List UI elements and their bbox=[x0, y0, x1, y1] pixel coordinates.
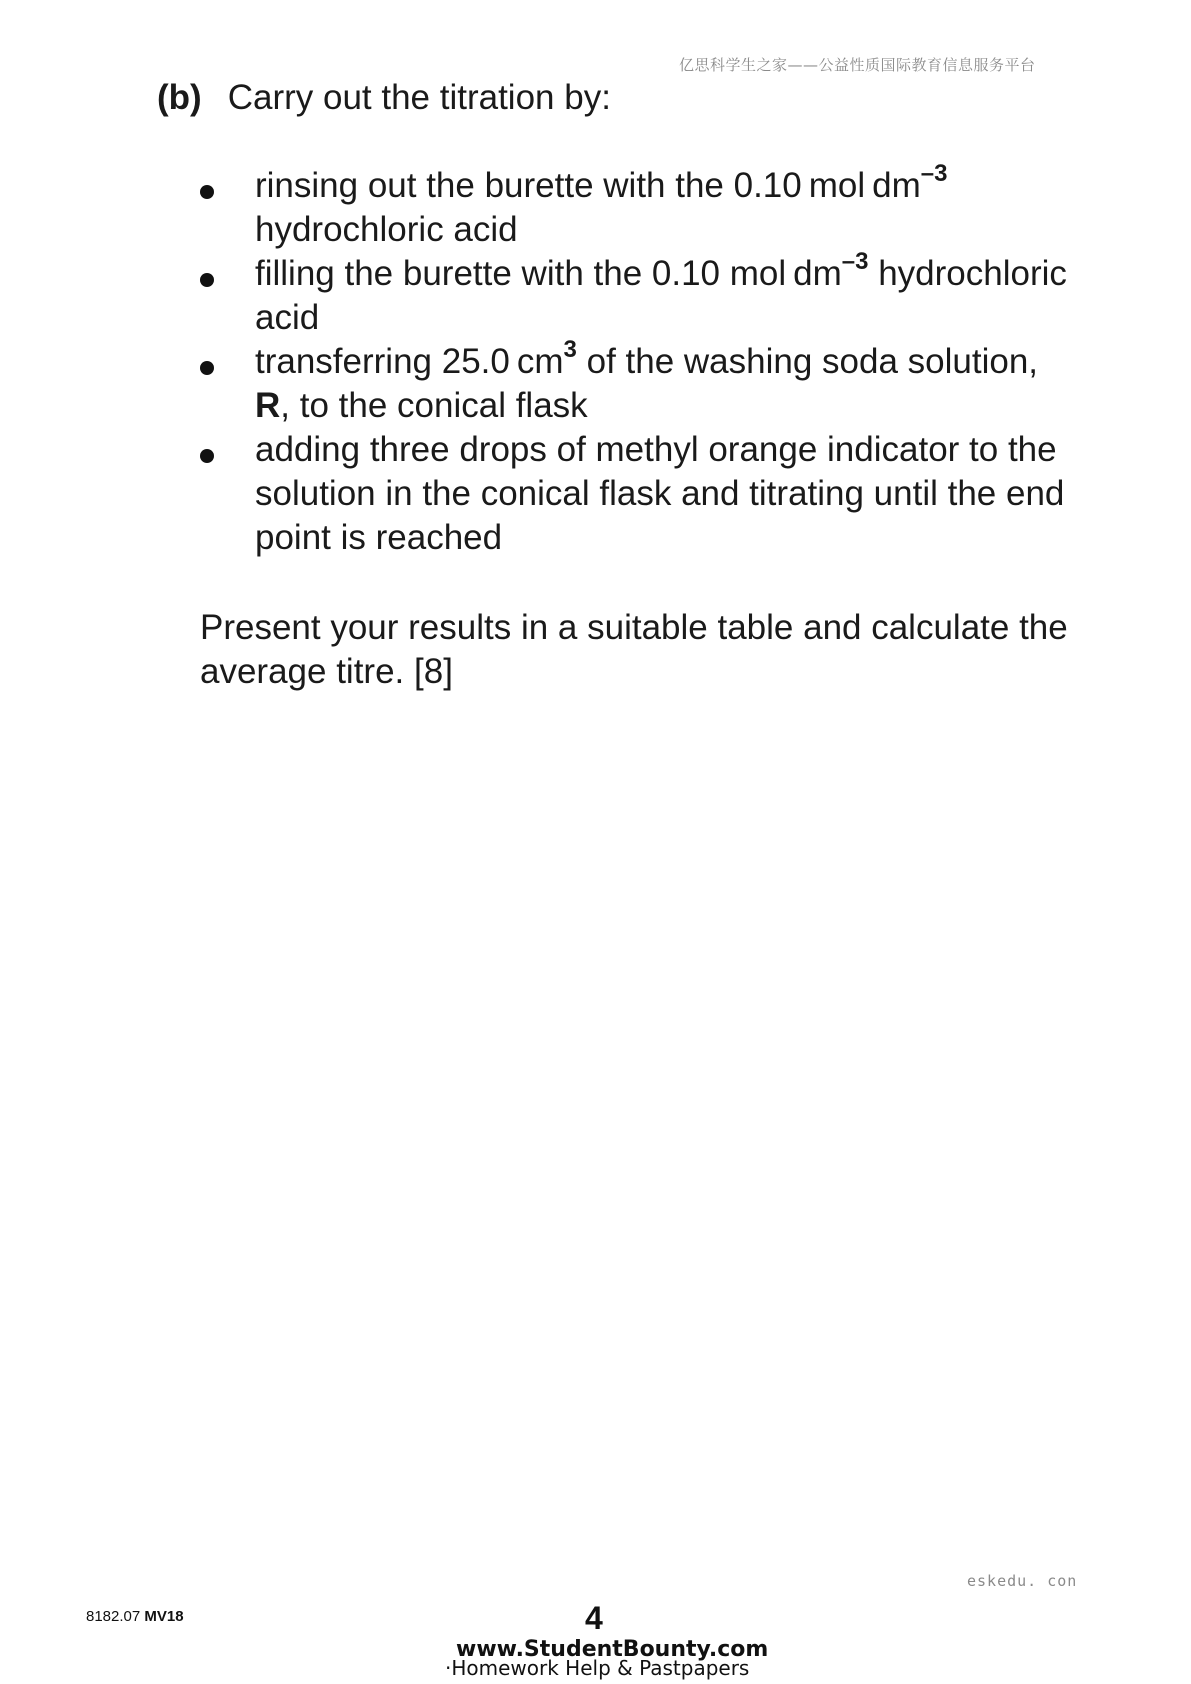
step-text: hydrochloric acid bbox=[255, 254, 1067, 337]
step-text: rinsing out the burette with the 0.10 mol dm bbox=[255, 166, 921, 205]
paper-code bbox=[86, 1608, 184, 1625]
step-text: adding three drops of methyl orange indicator to the solution in the conical flask and titrating until the end point is reached bbox=[255, 430, 1065, 557]
question-heading bbox=[157, 76, 611, 120]
list-item bbox=[200, 248, 1120, 340]
step-text: filling the burette with the 0.10 mol dm bbox=[255, 254, 842, 293]
superscript: –3 bbox=[841, 248, 869, 276]
question-label: (b) bbox=[157, 78, 202, 117]
superscript: –3 bbox=[920, 160, 948, 188]
step-text: of the washing soda solution, bbox=[576, 342, 1039, 381]
step-text: transferring 25.0 cm bbox=[255, 342, 564, 381]
step-list bbox=[200, 160, 1120, 560]
watermark-bottom: eskedu. con bbox=[967, 1572, 1078, 1590]
step-text: hydrochloric acid bbox=[255, 210, 518, 249]
question-prompt: Carry out the titration by: bbox=[227, 78, 611, 117]
watermark-top: 亿思科学生之家——公益性质国际教育信息服务平台 bbox=[679, 56, 1036, 74]
bullet-icon bbox=[200, 185, 214, 199]
bullet-icon bbox=[200, 449, 214, 463]
bullet-icon bbox=[200, 361, 214, 375]
superscript: 3 bbox=[563, 336, 577, 364]
list-item bbox=[200, 336, 1120, 428]
site-tagline: ·Homework Help & Pastpapers bbox=[445, 1656, 750, 1680]
list-item bbox=[200, 428, 1120, 560]
paper-code-number: 8182.07 bbox=[86, 1608, 141, 1625]
list-item bbox=[200, 160, 1120, 252]
paper-code-suffix: MV18 bbox=[144, 1608, 184, 1625]
site-link[interactable]: www.StudentBounty.com bbox=[456, 1637, 769, 1662]
step-text: , to the conical flask bbox=[280, 386, 588, 425]
instruction-text: Present your results in a suitable table and calculate the average titre. [8] bbox=[200, 608, 1068, 691]
bullet-icon bbox=[200, 273, 214, 287]
solution-label: R bbox=[255, 386, 281, 425]
page-number: 4 bbox=[585, 1600, 603, 1636]
